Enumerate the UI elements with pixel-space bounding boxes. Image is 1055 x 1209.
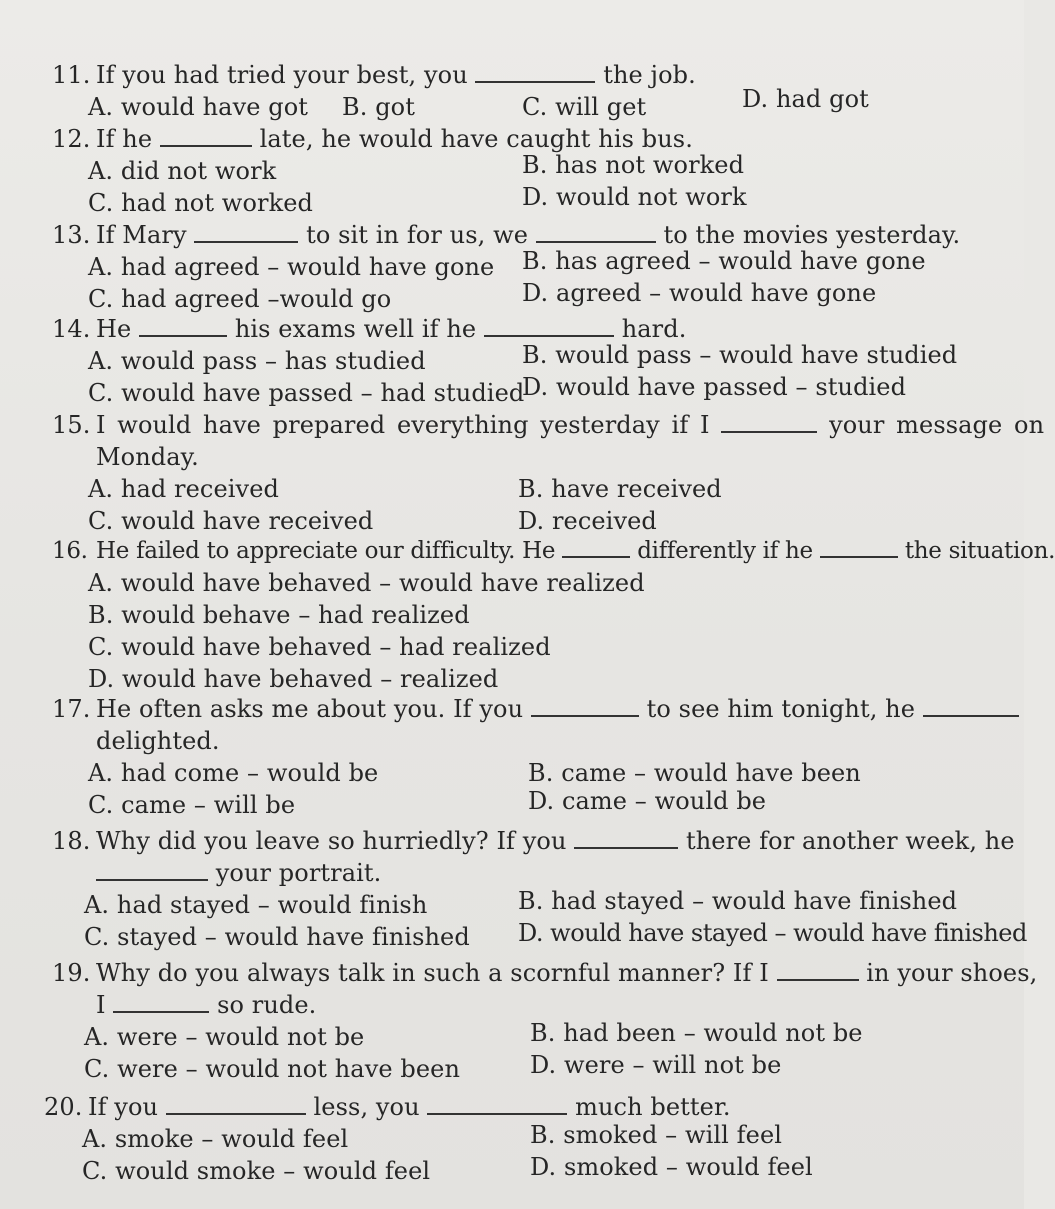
- option-c[interactable]: C. would smoke – would feel: [82, 1157, 431, 1185]
- question-16-options: [52, 568, 1010, 696]
- option-b[interactable]: B. smoked – will feel: [530, 1121, 783, 1149]
- option-a[interactable]: A. smoke – would feel: [82, 1125, 349, 1153]
- question-stem: 19. Why do you always talk in such a scornful manner? If I in your shoes,: [52, 959, 1038, 987]
- question-stem-continued: I so rude.: [96, 991, 317, 1019]
- question-14: [52, 314, 1010, 410]
- answer-blank[interactable]: [475, 61, 595, 83]
- question-stem-continued: delighted.: [96, 727, 220, 755]
- answer-blank[interactable]: [721, 411, 817, 433]
- option-b[interactable]: B. came – would have been: [528, 759, 861, 787]
- answer-blank[interactable]: [194, 221, 298, 243]
- option-a[interactable]: A. had agreed – would have gone: [88, 253, 495, 281]
- answer-blank[interactable]: [139, 315, 227, 337]
- option-b[interactable]: B. had been – would not be: [530, 1019, 863, 1047]
- option-d[interactable]: D. would have behaved – realized: [88, 665, 499, 693]
- option-d[interactable]: D. had got: [742, 85, 869, 113]
- answer-blank[interactable]: [160, 125, 252, 147]
- option-d[interactable]: D. came – would be: [528, 787, 767, 815]
- option-a[interactable]: A. were – would not be: [84, 1023, 365, 1051]
- question-17: [52, 694, 1010, 822]
- answer-blank[interactable]: [166, 1093, 306, 1115]
- option-a[interactable]: A. did not work: [88, 157, 277, 185]
- answer-blank[interactable]: [820, 536, 898, 558]
- answer-blank[interactable]: [562, 536, 630, 558]
- question-stem-continued: Monday.: [96, 443, 199, 471]
- question-20: [44, 1092, 1010, 1188]
- option-b[interactable]: B. had stayed – would have finished: [518, 887, 958, 915]
- question-15: [52, 410, 1045, 538]
- option-a[interactable]: A. had come – would be: [88, 759, 379, 787]
- question-12: [52, 124, 1010, 220]
- question-11: [52, 60, 1010, 124]
- answer-blank[interactable]: [531, 695, 639, 717]
- question-stem: 13. If Mary to sit in for us, we to the movies yesterday.: [52, 221, 961, 249]
- answer-blank[interactable]: [484, 315, 614, 337]
- option-a[interactable]: A. would have behaved – would have realized: [88, 569, 645, 597]
- question-stem: 20. If you less, you much better.: [44, 1093, 731, 1121]
- option-a[interactable]: A. would pass – has studied: [88, 347, 426, 375]
- option-d[interactable]: D. agreed – would have gone: [522, 279, 877, 307]
- option-c[interactable]: C. came – will be: [88, 791, 296, 819]
- question-stem: 16. He failed to appreciate our difficulty. He differently if he the situation.: [52, 538, 1055, 564]
- question-19: [52, 958, 1038, 1086]
- question-13: [52, 220, 1010, 316]
- option-b[interactable]: B. has not worked: [522, 151, 745, 179]
- question-stem: 12. If he late, he would have caught his bus.: [52, 125, 693, 153]
- option-c[interactable]: C. would have behaved – had realized: [88, 633, 551, 661]
- answer-blank[interactable]: [923, 695, 1019, 717]
- answer-blank[interactable]: [427, 1093, 567, 1115]
- option-c[interactable]: C. would have received: [88, 507, 374, 535]
- option-d[interactable]: D. smoked – would feel: [530, 1153, 813, 1181]
- option-d[interactable]: D. were – will not be: [530, 1051, 782, 1079]
- question-stem: 17. He often asks me about you. If you to see him tonight, he: [52, 694, 1019, 725]
- option-a[interactable]: A. had received: [88, 475, 279, 503]
- answer-blank[interactable]: [574, 827, 678, 849]
- question-stem: 14. He his exams well if he hard.: [52, 315, 687, 343]
- option-b[interactable]: B. would behave – had realized: [88, 601, 470, 629]
- option-d[interactable]: D. would have passed – studied: [522, 373, 907, 401]
- question-stem-continued: your portrait.: [96, 858, 381, 889]
- question-16: [52, 536, 1055, 568]
- answer-blank[interactable]: [113, 991, 209, 1013]
- option-b[interactable]: B. would pass – would have studied: [522, 341, 958, 369]
- answer-blank[interactable]: [96, 859, 208, 881]
- option-a[interactable]: A. had stayed – would finish: [84, 891, 428, 919]
- option-c[interactable]: C. were – would not have been: [84, 1055, 461, 1083]
- option-c[interactable]: C. had agreed –would go: [88, 285, 392, 313]
- option-d[interactable]: D. received: [518, 507, 657, 535]
- option-c[interactable]: C. will get: [522, 93, 647, 121]
- option-c[interactable]: C. had not worked: [88, 189, 313, 217]
- question-stem: 18. Why did you leave so hurriedly? If you there for another week, he: [52, 827, 1015, 855]
- option-b[interactable]: B. has agreed – would have gone: [522, 247, 926, 275]
- question-stem: 11. If you had tried your best, you the job.: [52, 61, 696, 89]
- answer-blank[interactable]: [777, 959, 859, 981]
- answer-blank[interactable]: [536, 221, 656, 243]
- option-d[interactable]: D. would have stayed – would have finished: [518, 919, 1027, 947]
- option-d[interactable]: D. would not work: [522, 183, 747, 211]
- option-c[interactable]: C. stayed – would have finished: [84, 923, 470, 951]
- option-b[interactable]: B. got: [342, 93, 415, 121]
- option-a[interactable]: A. would have got: [88, 93, 309, 121]
- question-18: [52, 826, 1027, 954]
- option-c[interactable]: C. would have passed – had studied: [88, 379, 525, 407]
- question-stem: 15. I would have prepared everything yesterday if I your message on: [52, 411, 1045, 439]
- option-b[interactable]: B. have received: [518, 475, 722, 503]
